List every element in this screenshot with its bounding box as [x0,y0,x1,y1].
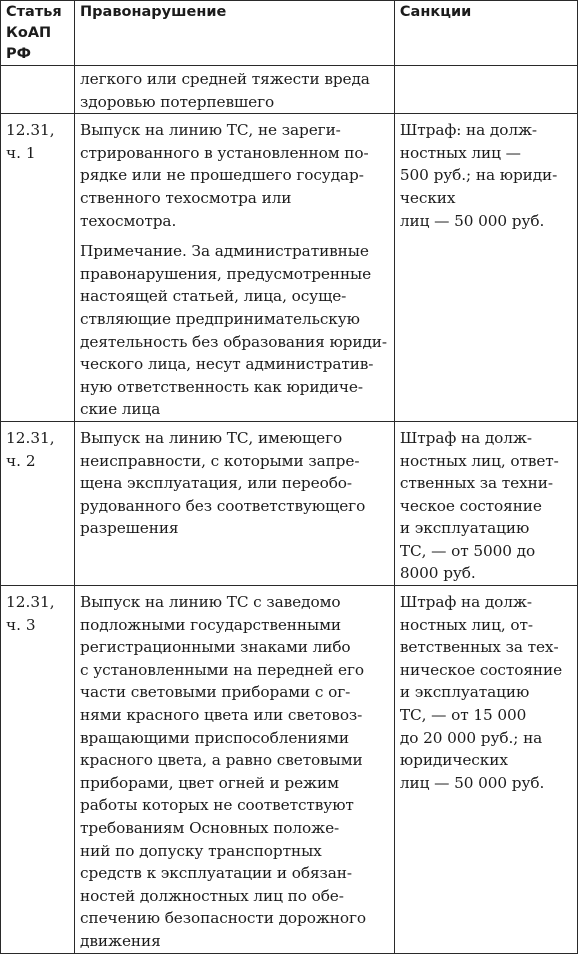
sanction-line: ветственных за тех- [399,638,559,657]
offense-line: стрированного в установленном по- [80,143,369,162]
sanction-line: до 20 000 руб.; на [399,728,543,747]
offense-line: неисправности, с которыми запре- [80,451,360,470]
offense-line: рядке или не прошедшего государ- [80,166,364,185]
offense-line: подложными государственными [80,615,341,634]
offense-line: вращающими приспособлениями [80,728,349,747]
sanction-line: и эксплуатацию [399,519,530,538]
table-row [1,421,578,585]
offense-line: разрешения [80,519,179,538]
table-header-row [1,1,578,66]
sanction-line: ностных лиц — [399,143,521,162]
offense-line: приборами, цвет огней и режим [80,773,339,792]
article-cell [1,586,75,954]
note-line: ческого лица, несут административ- [80,355,374,374]
offense-line: Выпуск на линию ТС с заведомо [80,593,341,612]
offense-line: ностей должностных лиц по обе- [80,886,344,905]
sanction-line: ностных лиц, ответ- [399,451,559,470]
note-line: ские лица [80,400,161,419]
paragraph-gap [80,232,394,240]
sanction-line: лиц — 50 000 руб. [399,211,545,230]
offense-line: красного цвета, а равно световыми [80,751,363,770]
header-article [1,1,75,66]
article-number: 12.31, [6,428,55,447]
article-cell [1,66,75,114]
offense-cell [75,66,395,114]
sanction-line: Штраф на долж- [399,428,532,447]
sanction-line: 8000 руб. [399,564,476,583]
sanction-cell [394,114,577,422]
offense-line: ний по допуску транспортных [80,841,322,860]
note-line: Примечание. За административные [80,242,369,261]
offense-line: работы которых не соответствуют [80,796,354,815]
offense-cell [75,421,395,585]
sanction-line: Штраф на долж- [399,593,532,612]
offense-cell [75,114,395,422]
note-line: настоящей статьей, лица, осуще- [80,287,347,306]
sanction-line: 500 руб.; на юриди- [399,166,558,185]
sanction-line: лиц — 50 000 руб. [399,773,545,792]
offense-line: нями красного цвета или световоз- [80,706,363,725]
article-cell [1,421,75,585]
header-sanctions: Санкции [394,1,577,66]
sanction-cell [394,586,577,954]
table-row [1,114,578,422]
sanction-cell [394,66,577,114]
note-line: ствляющие предпринимательскую [80,309,360,328]
table-row [1,586,578,954]
article-part: ч. 1 [6,143,36,162]
note-line: ную ответственность как юридиче- [80,377,363,396]
header-offense: Правонарушение [75,1,395,66]
offense-line: легкого или средней тяжести вреда [80,70,370,88]
note-line: правонарушения, предусмотренные [80,264,372,283]
offense-line: здоровью потерпевшего [80,92,275,111]
sanction-line: и эксплуатацию [399,683,530,702]
note-line: деятельность без образования юриди- [80,332,387,351]
offense-line: части световыми приборами с ог- [80,683,351,702]
offense-cell [75,586,395,954]
sanction-line: юридических [399,751,508,770]
article-number: 12.31, [6,593,55,612]
offense-line: требованиям Основных положе- [80,819,340,837]
sanction-line: ТС, — от 15 000 [399,706,527,725]
offense-line: с установленными на передней его [80,660,365,679]
sanction-line: ческих [399,188,456,207]
article-number: 12.31, [6,121,55,140]
sanction-cell [394,421,577,585]
table-row-continuation [1,66,578,114]
offense-line: регистрационными знаками либо [80,638,351,657]
offense-line: средств к эксплуатации и обязан- [80,864,352,883]
header-article-line1: Статья [6,4,62,20]
offense-line: техосмотра. [80,211,177,230]
offense-line: рудованного без соответствующего [80,496,366,515]
article-part: ч. 3 [6,615,36,634]
sanction-line: ственных за техни- [399,474,553,493]
offense-line: движения [80,931,161,950]
offense-line: Выпуск на линию ТС, не зареги- [80,121,341,140]
article-part: ч. 2 [6,451,36,470]
header-article-line2: КоАП РФ [6,25,52,62]
offense-line: щена эксплуатация, или переобо- [80,474,352,493]
offense-line: Выпуск на линию ТС, имеющего [80,428,343,447]
offense-line: спечению безопасности дорожного [80,909,367,928]
sanction-line: ческое состояние [399,496,542,515]
sanction-line: ностных лиц, от- [399,615,533,634]
offense-line: ственного техосмотра или [80,188,292,207]
sanction-line: Штраф: на долж- [399,121,537,140]
sanction-line: ническое состояние [399,660,563,679]
article-cell [1,114,75,422]
sanction-line: ТС, — от 5000 до [399,541,536,560]
